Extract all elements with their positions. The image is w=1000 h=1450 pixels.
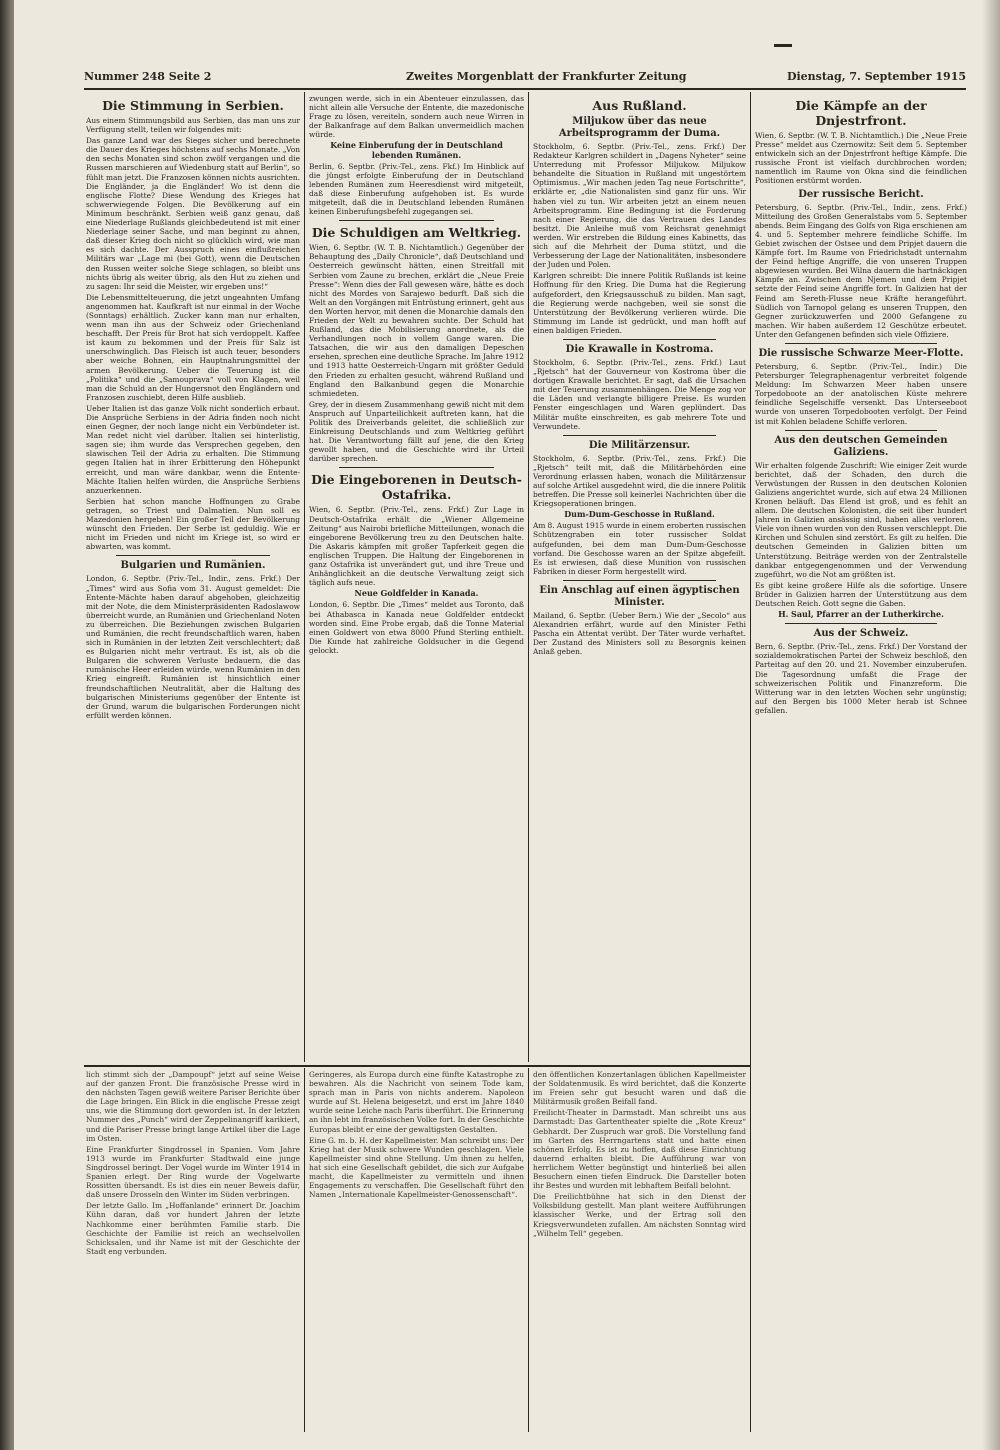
feuilleton-rule [84, 1065, 750, 1067]
paragraph: Wien, 6. Septbr. (Priv.-Tel., zens. Frkf.) Zur Lage in Deutsch-Ostafrika erhält die „Wiener Allgemeine Zeitung“ aus Nairobi briefliche Mitteilungen, wonach die eingeborene Bevölkerung treu zu den Deutschen halte. Die Askaris kämpfen mit großer Tapferkeit gegen die englischen Truppen. Die Haltung der Eingeborenen in ganz Ostafrika ist unverändert gut, und ihre Treue und Anhänglichkeit an die deutsche Verwaltung zeigt sich täglich aufs neue. [309, 505, 524, 588]
separator [785, 430, 937, 431]
article-title-egypt: Ein Anschlag auf einen ägyptischen Minister. [539, 584, 740, 608]
article-title-dniester: Die Kämpfe an der Dnjestrfront. [795, 98, 927, 128]
paragraph: Petersburg, 6. Septbr. (Priv.-Tel., Indir., zens. Frkf.) Mitteilung des Großen Generalstabs vom 5. September abends. Beim Eingang des Golfs von Riga erschienen am 4. und 5. September mehrere feindliche Schiffe. Im Gebiet zwischen der Ostsee und dem Pripjet dauern die Kämpfe fort. Im Raume von Friedrichstadt unternahm der Feind heftige Angriffe, die von unseren Truppen abgewiesen wurden. Bei Wilna dauern die hartnäckigen Kämpfe an. Zwischen dem Njemen und dem Pripjet setzte der Feind seine Angriffe fort. In Galizien hat der Feind am Sereth-Flusse neue Kräfte herangeführt. Südlich von Tarnopol gelang es unseren Truppen, den Gegner zurückzuwerfen und 2000 Gefangene zu machen. Wir haben außerdem 12 Geschütze erbeutet. Unter den Gefangenen befinden sich viele Offiziere. [755, 202, 967, 339]
paragraph: Am 8. August 1915 wurde in einem eroberten russischen Schützengraben ein toter russischer Soldat aufgefunden, bei dem man Dum-Dum-Geschosse vorfand. Die Geschosse waren an der Spitze abgefeilt. Es ist erwiesen, daß diese Munition von russischen Fabriken in dieser Form hergestellt wird. [533, 521, 746, 576]
column-world-war [309, 94, 524, 1062]
paragraph: Stockholm, 6. Septbr. (Priv.-Tel., zens. Frkf.) Die „Rjetsch“ teilt mit, daß die Militärbehörden eine Verordnung erlassen haben, wonach die Militärzensur auf solche Artikel ausgedehnt wird, die die innere Politik betreffen. Die Presse soll keinerlei Nachrichten über die Kriegsoperationen bringen. [533, 453, 746, 509]
separator [785, 623, 937, 624]
paragraph: Eine G. m. b. H. der Kapellmeister. Man schreibt uns: Der Krieg hat der Musik schwere Wunden geschlagen. Viele Kapellmeister sind ohne Stellung. Um ihnen zu helfen, hat sich eine Gesellschaft gebildet, die sich zur Aufgabe macht, die Kapellmeister zu vermitteln und ihnen Engagements zu verschaffen. Die Gesellschaft führt den Namen „Internationale Kapellmeister-Genossenschaft“. [309, 1135, 524, 1200]
paragraph: Eine Frankfurter Singdrossel in Spanien. Vom Jahre 1913 wurde im Frankfurter Stadtwald eine junge Singdrossel beringt. Der Vogel wurde im Winter 1914 in Spanien erlegt. Der Ring wurde der Vogelwarte Rossitten übersandt. Es ist dies ein neuer Beweis dafür, daß unsere Drosseln den Winter im Süden verbringen. [86, 1144, 300, 1200]
separator [563, 435, 716, 436]
paragraph: Aus einem Stimmungsbild aus Serbien, das man uns zur Verfügung stellt, teilen wir folgendes mit: [86, 116, 300, 135]
paragraph: Karlgren schreibt: Die innere Politik Rußlands ist keine Hoffnung für den Krieg. Die Duma hat die Regierung aufgefordert, den Kriegsausschuß zu bilden. Man sagt, die Regierung werde nachgeben, weil sie sonst die Unterstützung der Bevölkerung verlieren würde. Die Stimmung im Lande ist gedrückt, und man hofft auf einen baldigen Frieden. [533, 271, 746, 335]
paragraph: den öffentlichen Konzertanlagen üblichen Kapellmeister der Soldatenmusik. Es wird berichtet, daß die Konzerte im Freien sehr gut besucht waren und daß die Militärmusik großen Beifall fand. [533, 1070, 746, 1107]
header-masthead: Zweites Morgenblatt der Frankfurter Zeitung [406, 70, 687, 83]
header-date: Dienstag, 7. September 1915 [786, 70, 966, 83]
separator [116, 555, 270, 556]
paragraph: Bern, 6. Septbr. (Priv.-Tel., zens. Frkf.) Der Vorstand der sozialdemokratischen Partei der Schweiz beschloß, den Parteitag auf den 20. und 21. November einzuberufen. Die Tagesordnung umfaßt die Frage der schweizerischen Politik und Finanzreform. Die Witterung war in den letzten Wochen sehr ungünstig; auf den Bergen bis 1000 Meter herab ist Schnee gefallen. [755, 642, 967, 715]
article-title-censorship: Die Militärzensur. [588, 439, 691, 451]
paragraph: Das ganze Land war des Sieges sicher und berechnete die Dauer des Krieges höchstens auf sechs Monate. „Von den sechs Monaten sind schon zwölf vergangen und die Russen marschieren auf Wiedenburg statt auf Berlin“, so fühlt man jetzt. Die Franzosen können nichts ausrichten. Die Engländer, ja die Engländer! Wo ist denn die englische Flotte? Diese Wendung des Krieges hat schwerwiegende Folgen. Die Bevölkerung auf ein Minimum beschränkt. Serbien weiß ganz genau, daß eine Niederlage Rußlands gleichbedeutend ist mit einer Niederlage seiner Sache, und man beginnt zu ahnen, daß dieser Krieg doch nicht so glücklich wird, wie man es sich dachte. Der Ausspruch eines einflußreichen Militärs war „Lage mi (bei Gott), wenn die Deutschen den Russen weiter solche Siege schlagen, so bleibt uns nichts übrig als weiter übrig, als den Hut zu ziehen und zu sagen: Ihr seid die Meister, wir ergeben uns!“ [86, 136, 300, 291]
paragraph: Ueber Italien ist das ganze Volk nicht sonderlich erbaut. Die Ansprüche Serbiens in der Adria finden noch nicht einen Gegner, der noch lange nicht ein Verbündeter ist. Man redet nicht viel darüber. Italien sei hinterlistig, sagen sie; ihm wurde das Versprechen gegeben, den slawischen Teil der Adria zu erhalten. Die Stimmung gegen Italien hat in ihrer Erbitterung den Höhepunkt erreicht, und man wäre dankbar, wenn die Entente-Mächte Italien helfen würden, die Ansprüche Serbiens anzuerkennen. [86, 403, 300, 495]
article-title-culprits: Die Schuldigen am Weltkrieg. [311, 225, 522, 241]
paragraph: Mailand, 6. Septbr. (Ueber Bern.) Wie der „Secolo“ aus Alexandrien erfährt, wurde auf den Minister Fethi Pascha ein Attentat verübt. Der Täter wurde verhaftet. Der Zustand des Ministers soll zu Besorgnis keinen Anlaß geben. [533, 610, 746, 657]
paragraph: Es gibt keine großere Hilfe als die sofortige. Unsere Brüder in Galizien harren der Unterstützung aus dem Deutschen Reich. Gott segne die Gaben. [755, 580, 967, 609]
column-divider-3 [750, 92, 751, 1432]
paragraph: Wien, 6. Septbr. (W. T. B. Nichtamtlich.) Gegenüber der Behauptung des „Daily Chronicle“, daß Deutschland und Oesterreich gewünscht hätten, einen Streitfall mit Serbien vom Zaune zu brechen, erklärt die „Neue Freie Presse“: Wenn dies der Fall gewesen wäre, hätte es doch nicht des Mordes von Sarajewo bedurft. Daß sich die Welt an den Vorgängen mit Entrüstung erinnert, geht aus den Worten hervor, mit denen die Monarchie damals den Frieden der Welt zu bewahren suchte. Der Schuld hat Rußland, das die Mobilisierung anordnete, als die Verhandlungen noch in vollem Gange waren. Die Tatsachen, die wir aus den damaligen Depeschen ersehen, sprechen eine deutliche Sprache. Im Jahre 1912 und 1913 hatte Oesterreich-Ungarn mit größter Geduld den Frieden zu erhalten gesucht, während Rußland und England den Balkanbund gegen die Monarchie schmiedeten. [309, 243, 524, 398]
signature: H. Saul, Pfarrer an der Lutherkirche. [778, 609, 944, 620]
paragraph: Die Lebensmittelteuerung, die jetzt ungeahnten Umfang angenommen hat. Kaufkraft ist nur einmal in der Woche (Sonntags) erhältlich. Zucker kann man nur erhalten, wenn man ihn aus der Schweiz oder Griechenland beschafft. Der Preis für Brot hat sich verdoppelt. Kaffee ist kaum zu bekommen und der Preis für Salz ist unerschwinglich. Das Fleisch ist auch teuer, besonders aber weiche Bohnen, ein Hauptnahrungsmittel der armen Bevölkerung. Ueber die Teuerung ist die „Politika“ und die „Samouprava“ voll von Klagen, weil man die Schuld an der Hungersnot den Engländern und Franzosen zuschiebt, deren Hilfe ausblieb. [86, 292, 300, 402]
subheading-romanians: Keine Einberufung der in Deutschland lebenden Rumänen. [330, 140, 503, 160]
paragraph: London, 6. Septbr. (Priv.-Tel., Indir., zens. Frkf.) Der „Times“ wird aus Sofia vom 31. August gemeldet: Die Entente-Mächte haben darauf abgehoben, gleichzeitig mit der Note, die dem Ministerpräsidenten Radoslawow überreicht wurde, an Rumänien und Griechenland Noten zu überreichen. Die Beziehungen zwischen Bulgarien und Rumänien, die recht freundschaftlich waren, haben sich in Rumänien in der letzten Zeit verschlechtert; daß es Bulgarien nicht mehr vertraut. Es ist, als ob die Bulgaren die schweren Verluste bedauern, die das rumänische Heer erleiden würde, wenn Rumänien in den Krieg eingreift. Rumänien ist hinsichtlich einer freundschaftlichen Neutralität, aber die Haltung des bulgarischen Ministeriums gegenüber der Entente ist der Grund, warum die bulgarischen Forderungen nicht erfüllt werden können. [86, 574, 300, 720]
page-header [84, 70, 966, 86]
article-title-kostroma: Die Krawalle in Kostroma. [565, 343, 714, 355]
column-divider-2 [528, 92, 529, 1062]
feuilleton-column-2 [309, 1070, 524, 1432]
article-title-east-africa: Die Eingeborenen in Deutsch-Ostafrika. [311, 472, 522, 503]
paragraph: Stockholm, 6. Septbr. (Priv.-Tel., zens. Frkf.) Laut „Rjetsch“ hat der Gouverneur von Kostroma über die dortigen Krawalle berichtet. Er sagt, daß die Ursachen mit der Teuerung zusammenhängen. Die Menge zog vor die Läden und verlangte billigere Preise. Es wurden Fenster eingeschlagen und Waren geplündert. Das Militär mußte einschreiten, es gab mehrere Tote und Verwundete. [533, 357, 746, 431]
paragraph: Der letzte Gallo. Im „Hoffanlande“ erinnert Dr. Joachim Kühn daran, daß vor hundert Jahren der letzte Nachkomme einer berühmten Familie starb. Die Geschichte der Familie ist reich an wechselvollen Schicksalen, und ihr Name ist mit der Geschichte der Stadt eng verbunden. [86, 1201, 300, 1256]
paragraph: Geringeres, als Europa durch eine fünfte Katastrophe zu bewahren. Als die Nachricht von seinem Tode kam, sprach man in Paris von nichts anderem. Napoleon wurde auf St. Helena beigesetzt, und erst im Jahre 1840 wurde seine Leiche nach Paris überführt. Die Erinnerung an ihn lebt im französischen Volke fort. In der Geschichte Europas bleibt er eine der gewaltigsten Gestalten. [309, 1070, 524, 1134]
subheading-goldfields: Neue Goldfelder in Kanada. [354, 588, 479, 599]
feuilleton-divider-2 [528, 1068, 529, 1432]
book-binding [0, 0, 14, 1450]
subheading-dumdum: Dum-Dum-Geschosse in Rußland. [564, 509, 715, 520]
column-russia [533, 94, 746, 1062]
paragraph: zwungen werde, sich in ein Abenteuer einzulassen, das nicht allein alle Versuche der Entente, die mazedonische Frage zu lösen, vereiteln, sondern auch neue Wirren in der Balkanfrage auf dem Balkan unvermeidlich machen würde. [309, 94, 524, 140]
feuilleton-column-1 [86, 1070, 300, 1432]
paragraph: Freilicht-Theater in Darmstadt. Man schreibt uns aus Darmstadt: Das Gartentheater spielte die „Rote Kreuz“ Gebhardt. Der Zuspruch war groß. Die Vorstellung fand im Garten des Herrngartens statt und hatte einen schönen Erfolg. Es ist zu hoffen, daß diese Einrichtung dauernd erhalten bleibt. Die Aufführung war von herrlichem Wetter begünstigt und hinterließ bei allen Besuchern einen tiefen Eindruck. Die Darsteller boten ihr Bestes und wurden mit lebhaftem Beifall belohnt. [533, 1108, 746, 1191]
top-dash [774, 44, 792, 47]
paragraph: Serbien hat schon manche Hoffnungen zu Grabe getragen, so Triest und Dalmatien. Nun soll es Mazedonien hergeben! Ein großer Teil der Bevölkerung wünscht den Frieden. Der Serbe ist geduldig. Wie er nicht im Frieden und nicht im Kriege ist, so wird er abwarten, was kommt. [86, 496, 300, 552]
paragraph: Petersburg, 6. Septbr. (Priv.-Tel., Indir.) Die Petersburger Telegraphenagentur verbreitet folgende Meldung: Im Schwarzen Meer haben unsere Torpedoboote an der anatolischen Küste mehrere feindliche Segelschiffe versenkt. Das Unterseeboot wurde von unseren Torpedobooten verfolgt. Der Feind ist mit Kohlen beladene Schiffe verloren. [755, 361, 967, 426]
article-title-russia: Aus Rußland. [592, 98, 687, 113]
paragraph: Wien, 6. Septbr. (W. T. B. Nichtamtlich.) Die „Neue Freie Presse“ meldet aus Czernowitz: Seit dem 5. September entwickeln sich an der Dnjestrfront heftige Kämpfe. Die russische Front ist vielfach durchbrochen worden; namentlich im Raume von Okna sind die feindlichen Positionen erstürmt worden. [755, 131, 967, 186]
paragraph: Die Freilichtbühne hat sich in den Dienst der Volksbildung gestellt. Man plant weitere Aufführungen klassischer Werke, und der Ertrag soll den Kriegsverwundeten zufallen. Am nächsten Sonntag wird „Wilhelm Tell“ gegeben. [533, 1192, 746, 1238]
article-title-galicia: Aus den deutschen Gemeinden Galiziens. [774, 434, 948, 458]
feuilleton-column-3 [533, 1070, 746, 1432]
separator [563, 580, 716, 581]
article-title-black-sea: Die russische Schwarze Meer-Flotte. [758, 347, 964, 359]
paragraph: lich stimmt sich der „Dampoupf“ jetzt auf seine Weise auf der ganzen Front. Die französische Presse wird in den nächsten Tagen gewiß weitere Pariser Berichte über die Lage bringen. Ein Blick in die englische Presse zeigt uns, wie die Stimmung dort geworden ist. In der letzten Nummer des „Punch“ wird der Zeppelinangriff karikiert, und die Pariser Presse bringt lange Artikel über die Lage im Osten. [86, 1070, 300, 1143]
column-dniester [755, 94, 967, 1432]
page-edge-shadow [982, 0, 1000, 1450]
header-page-number: Nummer 248 Seite 2 [84, 70, 212, 83]
paragraph: Stockholm, 6. Septbr. (Priv.-Tel., zens. Frkf.) Der Redakteur Karlgren schildert in „Dagens Nyheter“ seine Unterredung mit Professor Miljukow. Miljukow behandelte die Situation in Rußland mit ungestörtem Optimismus. „Wir machen jeden Tag neue Fortschritte“, erklärte er, „die Nationalisten sind ganz für uns. Wir haben viel zu tun. Wir arbeiten jetzt an einem neuen Arbeitsprogramm. Eine Bedingung ist die Forderung nach einer Regierung, die das Vertrauen des Landes besitzt. Die Anleihe muß vom Reichsrat genehmigt werden. Wir erstreben die Bildung eines Kabinetts, das sich auf die Mehrheit der Duma stützt, und die Verbesserung der Lage der Nationalitäten, insbesondere der Juden und Polen. [533, 142, 746, 270]
newspaper-page [14, 0, 1000, 1450]
column-serbia [86, 94, 300, 1062]
separator [563, 339, 716, 340]
separator [785, 343, 937, 344]
separator [339, 220, 494, 221]
subheading-bulgaria: Bulgarien und Rumänien. [120, 560, 266, 572]
separator [339, 467, 494, 468]
column-divider-1 [304, 92, 305, 1062]
feuilleton-divider-1 [304, 1068, 305, 1432]
header-rule [84, 88, 966, 90]
paragraph: Grey, der in diesem Zusammenhang gewiß nicht mit dem Anspruch auf Unparteilichkeit auftreten kann, hat die Politik des Dreiverbands geleitet, die schließlich zur Einkreisung Deutschlands und zum Weltkrieg geführt hat. Die Verantwortung fällt auf jene, die den Krieg gewollt haben, und die Geschichte wird ihr Urteil darüber sprechen. [309, 399, 524, 464]
paragraph: Wir erhalten folgende Zuschrift: Wie einiger Zeit wurde berichtet, daß der Schaden, den durch die Verwüstungen der Russen in den deutschen Kolonien Galiziens angerichtet wurde, sich auf etwa 24 Millionen Kronen beläuft. Das Elend ist groß, und es fehlt an allem. Die deutschen Kolonisten, die seit über hundert Jahren in Galizien ansässig sind, haben alles verloren. Viele von ihnen wurden von den Russen verschleppt. Die Kirchen und Schulen sind zerstört. Es gilt zu helfen. Die deutschen Gemeinden in Galizien bitten um Unterstützung. Beiträge werden von der Zentralstelle dankbar entgegengenommen und der Verwendung zugeführt, wo die Not am größten ist. [755, 460, 967, 579]
article-subtitle-miljukow: Miljukow über das neue Arbeitsprogramm der Duma. [558, 116, 721, 139]
article-title-serbia: Die Stimmung in Serbien. [102, 98, 284, 113]
paragraph: Berlin, 6. Septbr. (Priv.-Tel., zens. Fkf.) Im Hinblick auf die jüngst erfolgte Einberufung der in Deutschland lebenden Rumänen zum Heeresdienst wird mitgeteilt, daß diese Einberufung aufgehoben ist. Es wurde mitgeteilt, daß die in Deutschland lebenden Rumänen keinen Einberufungsbefehl zugegangen sei. [309, 161, 524, 217]
paragraph: London, 6. Septbr. Die „Times“ meldet aus Toronto, daß bei Athabasca in Kanada neue Goldfelder entdeckt worden sind. Eine Probe ergab, daß die Tonne Material einen Goldwert von etwa 8000 Pfund Sterling enthielt. Die Kunde hat zahlreiche Goldsucher in die Gegend gelockt. [309, 600, 524, 655]
article-title-russian-report: Der russische Bericht. [798, 188, 924, 200]
article-title-switzerland: Aus der Schweiz. [813, 628, 909, 640]
